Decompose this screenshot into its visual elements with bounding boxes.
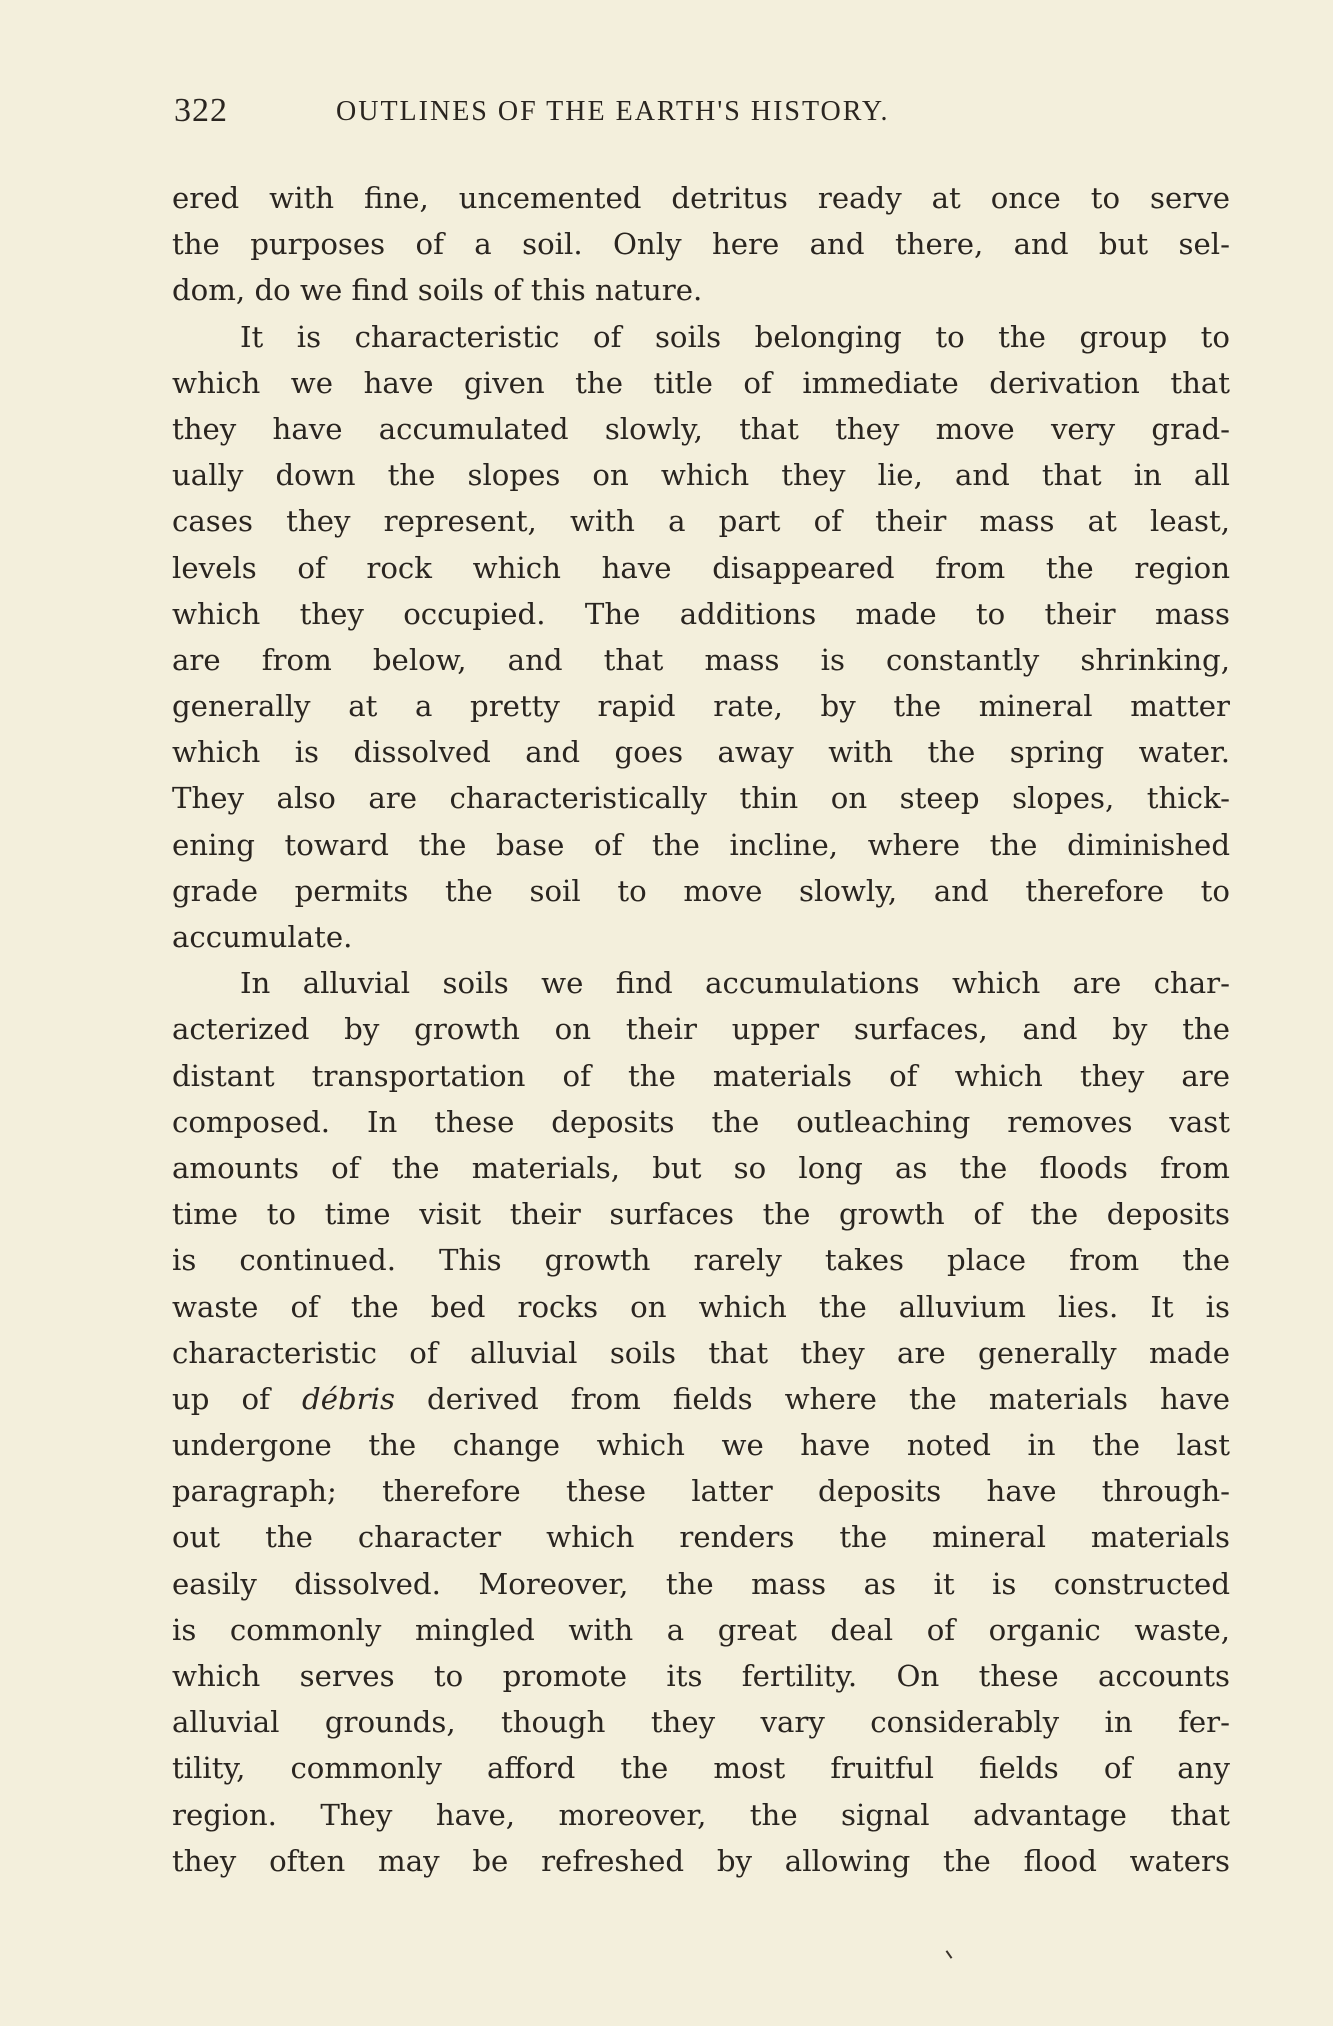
text-line: which is dissolved and goes away with the spring water. [172, 735, 1230, 770]
text-line: grade permits the soil to move slowly, and therefore to [172, 873, 1230, 908]
text-line: cases they represent, with a part of their mass at least, [172, 504, 1230, 539]
text-line: accumulate. [172, 920, 353, 954]
page-number: 322 [174, 92, 228, 129]
paragraph-first-line: In alluvial soils we find accumulations which are char- [240, 966, 1230, 1001]
text-line: dom, do we find soils of this nature. [172, 273, 703, 308]
text-line: they have accumulated slowly, that they move very grad- [172, 411, 1230, 446]
text-line: which serves to promote its fertility. On these accounts [172, 1659, 1230, 1693]
text-line: region. They have, moreover, the signal advantage that [172, 1797, 1230, 1832]
text-line: are from below, and that mass is constantly shrinking, [172, 642, 1230, 677]
text-line: which they occupied. The additions made to their mass [172, 596, 1230, 631]
text-line: waste of the bed rocks on which the alluvium lies. It is [172, 1289, 1230, 1324]
line-prefix: up of [172, 1381, 270, 1416]
text-line: acterized by growth on their upper surfaces, and by the [172, 1012, 1230, 1047]
text-line: generally at a pretty rapid rate, by the mineral matter [172, 689, 1230, 724]
text-line: ually down the slopes on which they lie, and that in all [172, 458, 1230, 493]
ink-speck [946, 1950, 953, 1959]
text-line: out the character which renders the mineral materials [172, 1520, 1230, 1555]
text-line: is commonly mingled with a great deal of organic waste, [172, 1612, 1230, 1647]
text-line: which we have given the title of immediate derivation that [172, 365, 1230, 400]
text-line: easily dissolved. Moreover, the mass as it is constructed [172, 1566, 1230, 1601]
italic-word: débris [302, 1381, 395, 1416]
paragraph-first-line: It is characteristic of soils belonging to the group to [240, 319, 1230, 354]
running-title: OUTLINES OF THE EARTH'S HISTORY. [336, 96, 890, 127]
text-line: tility, commonly afford the most fruitful fields of any [172, 1751, 1230, 1786]
text-line: alluvial grounds, though they vary considerably in fer- [172, 1705, 1230, 1740]
text-line: amounts of the materials, but so long as the floods from [172, 1150, 1230, 1185]
text-line: distant transportation of the materials of which they are [172, 1058, 1230, 1093]
text-line: composed. In these deposits the outleaching removes vast [172, 1104, 1230, 1139]
text-line: paragraph; therefore these latter deposits have through- [172, 1474, 1230, 1509]
text-line: ening toward the base of the incline, where the diminished [172, 827, 1230, 862]
line-rest: derived from fields where the materials have [427, 1381, 1231, 1416]
page-header [174, 92, 1174, 132]
text-line: undergone the change which we have noted in the last [172, 1428, 1230, 1463]
text-line: ered with fine, uncemented detritus ready at once to serve [172, 181, 1230, 215]
text-line: is continued. This growth rarely takes place from the [172, 1243, 1230, 1278]
text-line: the purposes of a soil. Only here and there, and but sel- [172, 227, 1230, 262]
body-text [172, 175, 1230, 1884]
text-line: characteristic of alluvial soils that they are generally made [172, 1335, 1230, 1370]
text-line: They also are characteristically thin on steep slopes, thick- [172, 781, 1230, 816]
text-line: they often may be refreshed by allowing the flood waters [172, 1843, 1230, 1878]
text-line: time to time visit their surfaces the growth of the deposits [172, 1197, 1230, 1232]
text-line: levels of rock which have disappeared from the region [172, 550, 1230, 585]
text-line-with-italic [172, 1376, 1230, 1422]
